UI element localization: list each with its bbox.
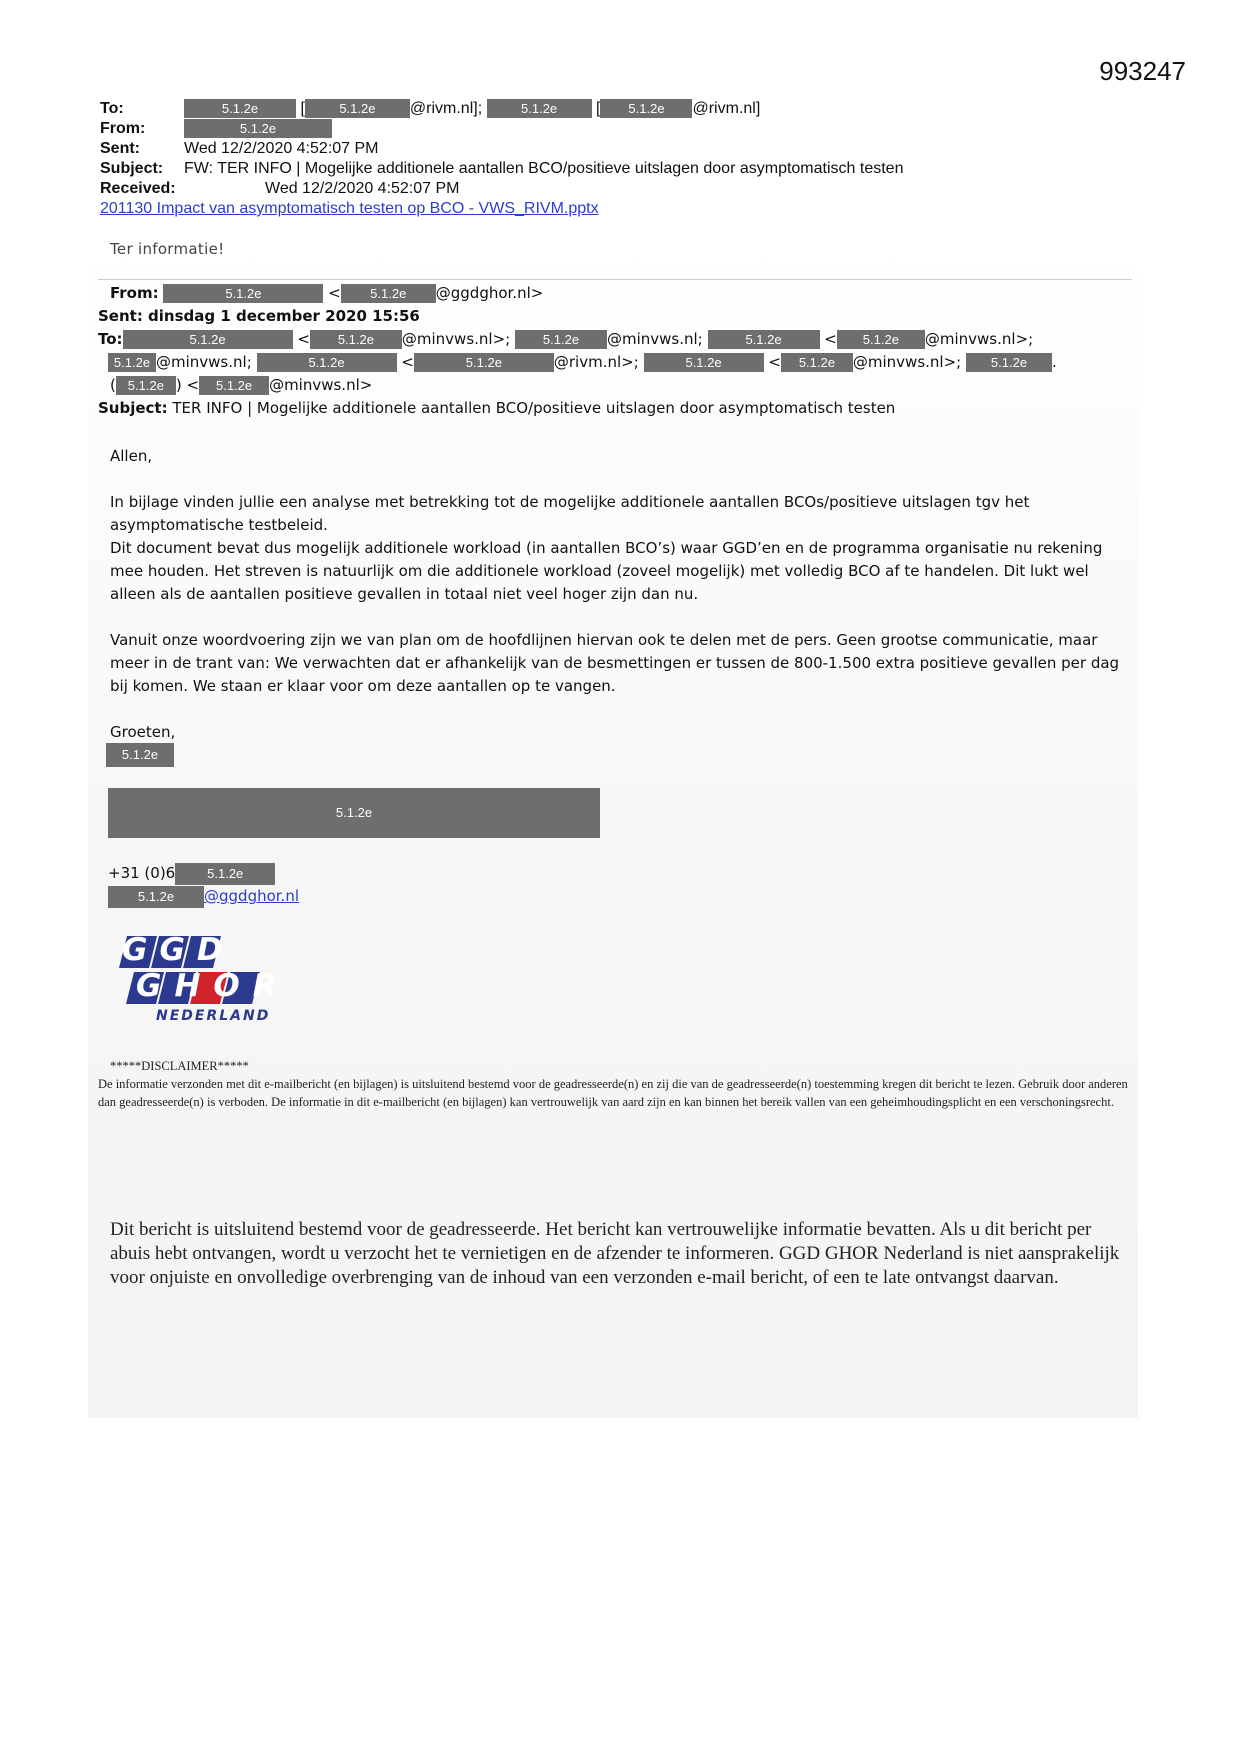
redaction: 5.1.2e [106,743,174,767]
original-subject-value: TER INFO | Mogelijke additionele aantallen BCO/positieve uitslagen door asymptomatisch testen [172,399,896,417]
redaction: 5.1.2e [600,99,692,118]
header-to-line: To: 5.1.2e [ 5.1.2e @rivm.nl]; 5.1.2e [ 5.1.2e @rivm.nl] [100,100,761,117]
original-to-label: To: [98,330,123,348]
original-subject-label: Subject: [98,399,168,417]
redaction: 5.1.2e [199,376,269,395]
original-to-line-3: ( 5.1.2e ) < 5.1.2e @minvws.nl> [110,376,373,394]
ggd-ghor-logo [112,932,290,1027]
subject-value: FW: TER INFO | Mogelijke additionele aantallen BCO/positieve uitslagen door asymptomatisch testen [184,160,904,177]
received-label: Received: [100,180,176,197]
redaction: 5.1.2e [184,119,332,138]
redaction: 5.1.2e [184,99,296,118]
recipient-domain: @minvws.nl; [156,353,252,371]
body-paragraph-1-line-1: In bijlage vinden jullie een analyse met betrekking tot de mogelijke additionele aantallen BCOs/positieve uitslagen tgv het asymptomatische testbeleid. [110,493,1030,534]
header-subject-line [100,159,903,179]
recipient-domain: @minvws.nl> [269,376,373,394]
original-to-line-2: 5.1.2e @minvws.nl; 5.1.2e < 5.1.2e @rivm.nl>; 5.1.2e < 5.1.2e @minvws.nl>; 5.1.2e . [108,351,1057,374]
greeting: Allen, [110,447,153,465]
recipient-domain: @minvws.nl; [606,330,703,348]
redaction: 5.1.2e [341,284,436,303]
to-domain-1: @rivm.nl]; [409,100,483,117]
header-from-line [100,119,332,139]
header-received-line [100,179,460,199]
subject-label: Subject: [100,160,164,177]
redaction: 5.1.2e [310,330,402,349]
disclaimer-text: De informatie verzonden met dit e-mailbericht (en bijlagen) is uitsluitend bestemd voor de geadresseerde(n) en zij die van de geadresseerde(n) toestemming kregen dit bericht te lezen. Gebruik door anderen dan geadresseerde(n) is verboden. De informatie in dit e-mailbericht (en bijlagen) kan vertrouwelijk van aard zijn en kan binnen het bereik vallen van een geheimhoudingsplicht en een verschoningsrecht. [98,1077,1128,1109]
redaction: 5.1.2e [257,353,397,372]
sent-value: Wed 12/2/2020 4:52:07 PM [184,140,379,157]
body-paragraph-1 [110,491,1130,606]
redaction: 5.1.2e [781,353,853,372]
divider [98,279,1132,280]
recipient-domain: @rivm.nl>; [553,353,639,371]
signature-phone [108,862,275,885]
logo-line-1: GGD [122,932,235,968]
redaction: 5.1.2e [108,886,204,908]
original-to-line-1: To: 5.1.2e < 5.1.2e @minvws.nl>; 5.1.2e @minvws.nl; 5.1.2e < 5.1.2e @minvws.nl>; [98,330,1034,348]
attachment-link[interactable]: 201130 Impact van asymptomatisch testen op BCO - VWS_RIVM.pptx [100,200,599,217]
redaction: 5.1.2e [175,863,275,885]
original-from-label: From: [110,284,159,302]
redaction: 5.1.2e [708,330,820,349]
recipient-domain: @minvws.nl>; [924,330,1034,348]
closing: Groeten, [110,723,176,741]
to-domain-2: @rivm.nl] [692,100,761,117]
redaction: 5.1.2e [305,99,410,118]
original-sent: Sent: dinsdag 1 december 2020 15:56 [98,307,420,325]
signature-block-redaction: 5.1.2e [108,788,600,838]
redaction: 5.1.2e [644,353,764,372]
recipient-domain: @minvws.nl>; [401,330,511,348]
document-id: 993247 [1099,56,1186,86]
sent-label: Sent: [100,140,140,157]
body-paragraph-1-line-2: Dit document bevat dus mogelijk additionele workload (in aantallen BCO’s) waar GGD’en en de programma organisatie nu rekening mee houden. Het streven is natuurlijk om die additionele workload (zoveel mogelijk) met volledig BCO af te handelen. Dit lukt wel alleen als de aantallen positieve gevallen in totaal niet veel hoger zijn dan nu. [110,539,1103,603]
from-label: From: [100,120,146,137]
signature-name [106,743,174,767]
redaction: 5.1.2e [414,353,554,372]
redaction: 5.1.2e [116,376,176,395]
redaction: 5.1.2e [837,330,925,349]
received-value: Wed 12/2/2020 4:52:07 PM [265,180,460,197]
redaction: 5.1.2e [123,330,293,349]
recipient-domain: @minvws.nl>; [852,353,962,371]
redaction: 5.1.2e [108,353,156,372]
phone-prefix: +31 (0)6 [108,864,176,882]
original-subject-line [98,397,895,420]
disclaimer-title: *****DISCLAIMER***** [110,1059,249,1073]
original-from-line: From: 5.1.2e < 5.1.2e @ggdghor.nl> [110,284,544,302]
redaction: 5.1.2e [487,99,592,118]
logo-line-3: NEDERLAND [156,1008,271,1024]
forward-note: Ter informatie! [110,240,225,258]
to-label: To: [100,100,124,117]
body-paragraph-2: Vanuit onze woordvoering zijn we van plan om de hoofdlijnen hiervan ook te delen met de pers. Geen grootse communicatie, maar meer in de trant van: We verwachten dat er afhankelijk van de besmettingen er tussen de 800-1.500 extra positieve gevallen per dag bij komen. We staan er klaar voor om deze aantallen op te vangen. [110,631,1120,695]
footer-notice: Dit bericht is uitsluitend bestemd voor de geadresseerde. Het bericht kan vertrouwelijke informatie bevatten. Als u dit bericht per abuis hebt ontvangen, wordt u verzocht het te vernietigen en de afzender te informeren. GGD GHOR Nederland is niet aansprakelijk voor onjuiste en onvolledige overbrenging van de inhoud van een verzonden e-mail bericht, of een te late ontvangst daarvan. [110,1219,1120,1288]
redaction: 5.1.2e [966,353,1052,372]
header-sent-line [100,139,379,159]
logo-line-2: GHOR [136,968,290,1004]
original-from-domain: @ggdghor.nl> [435,284,544,302]
signature-email[interactable] [108,885,299,908]
redaction: 5.1.2e [515,330,607,349]
redaction: 5.1.2e [163,284,323,303]
email-domain-link[interactable]: @ggdghor.nl [204,887,300,905]
